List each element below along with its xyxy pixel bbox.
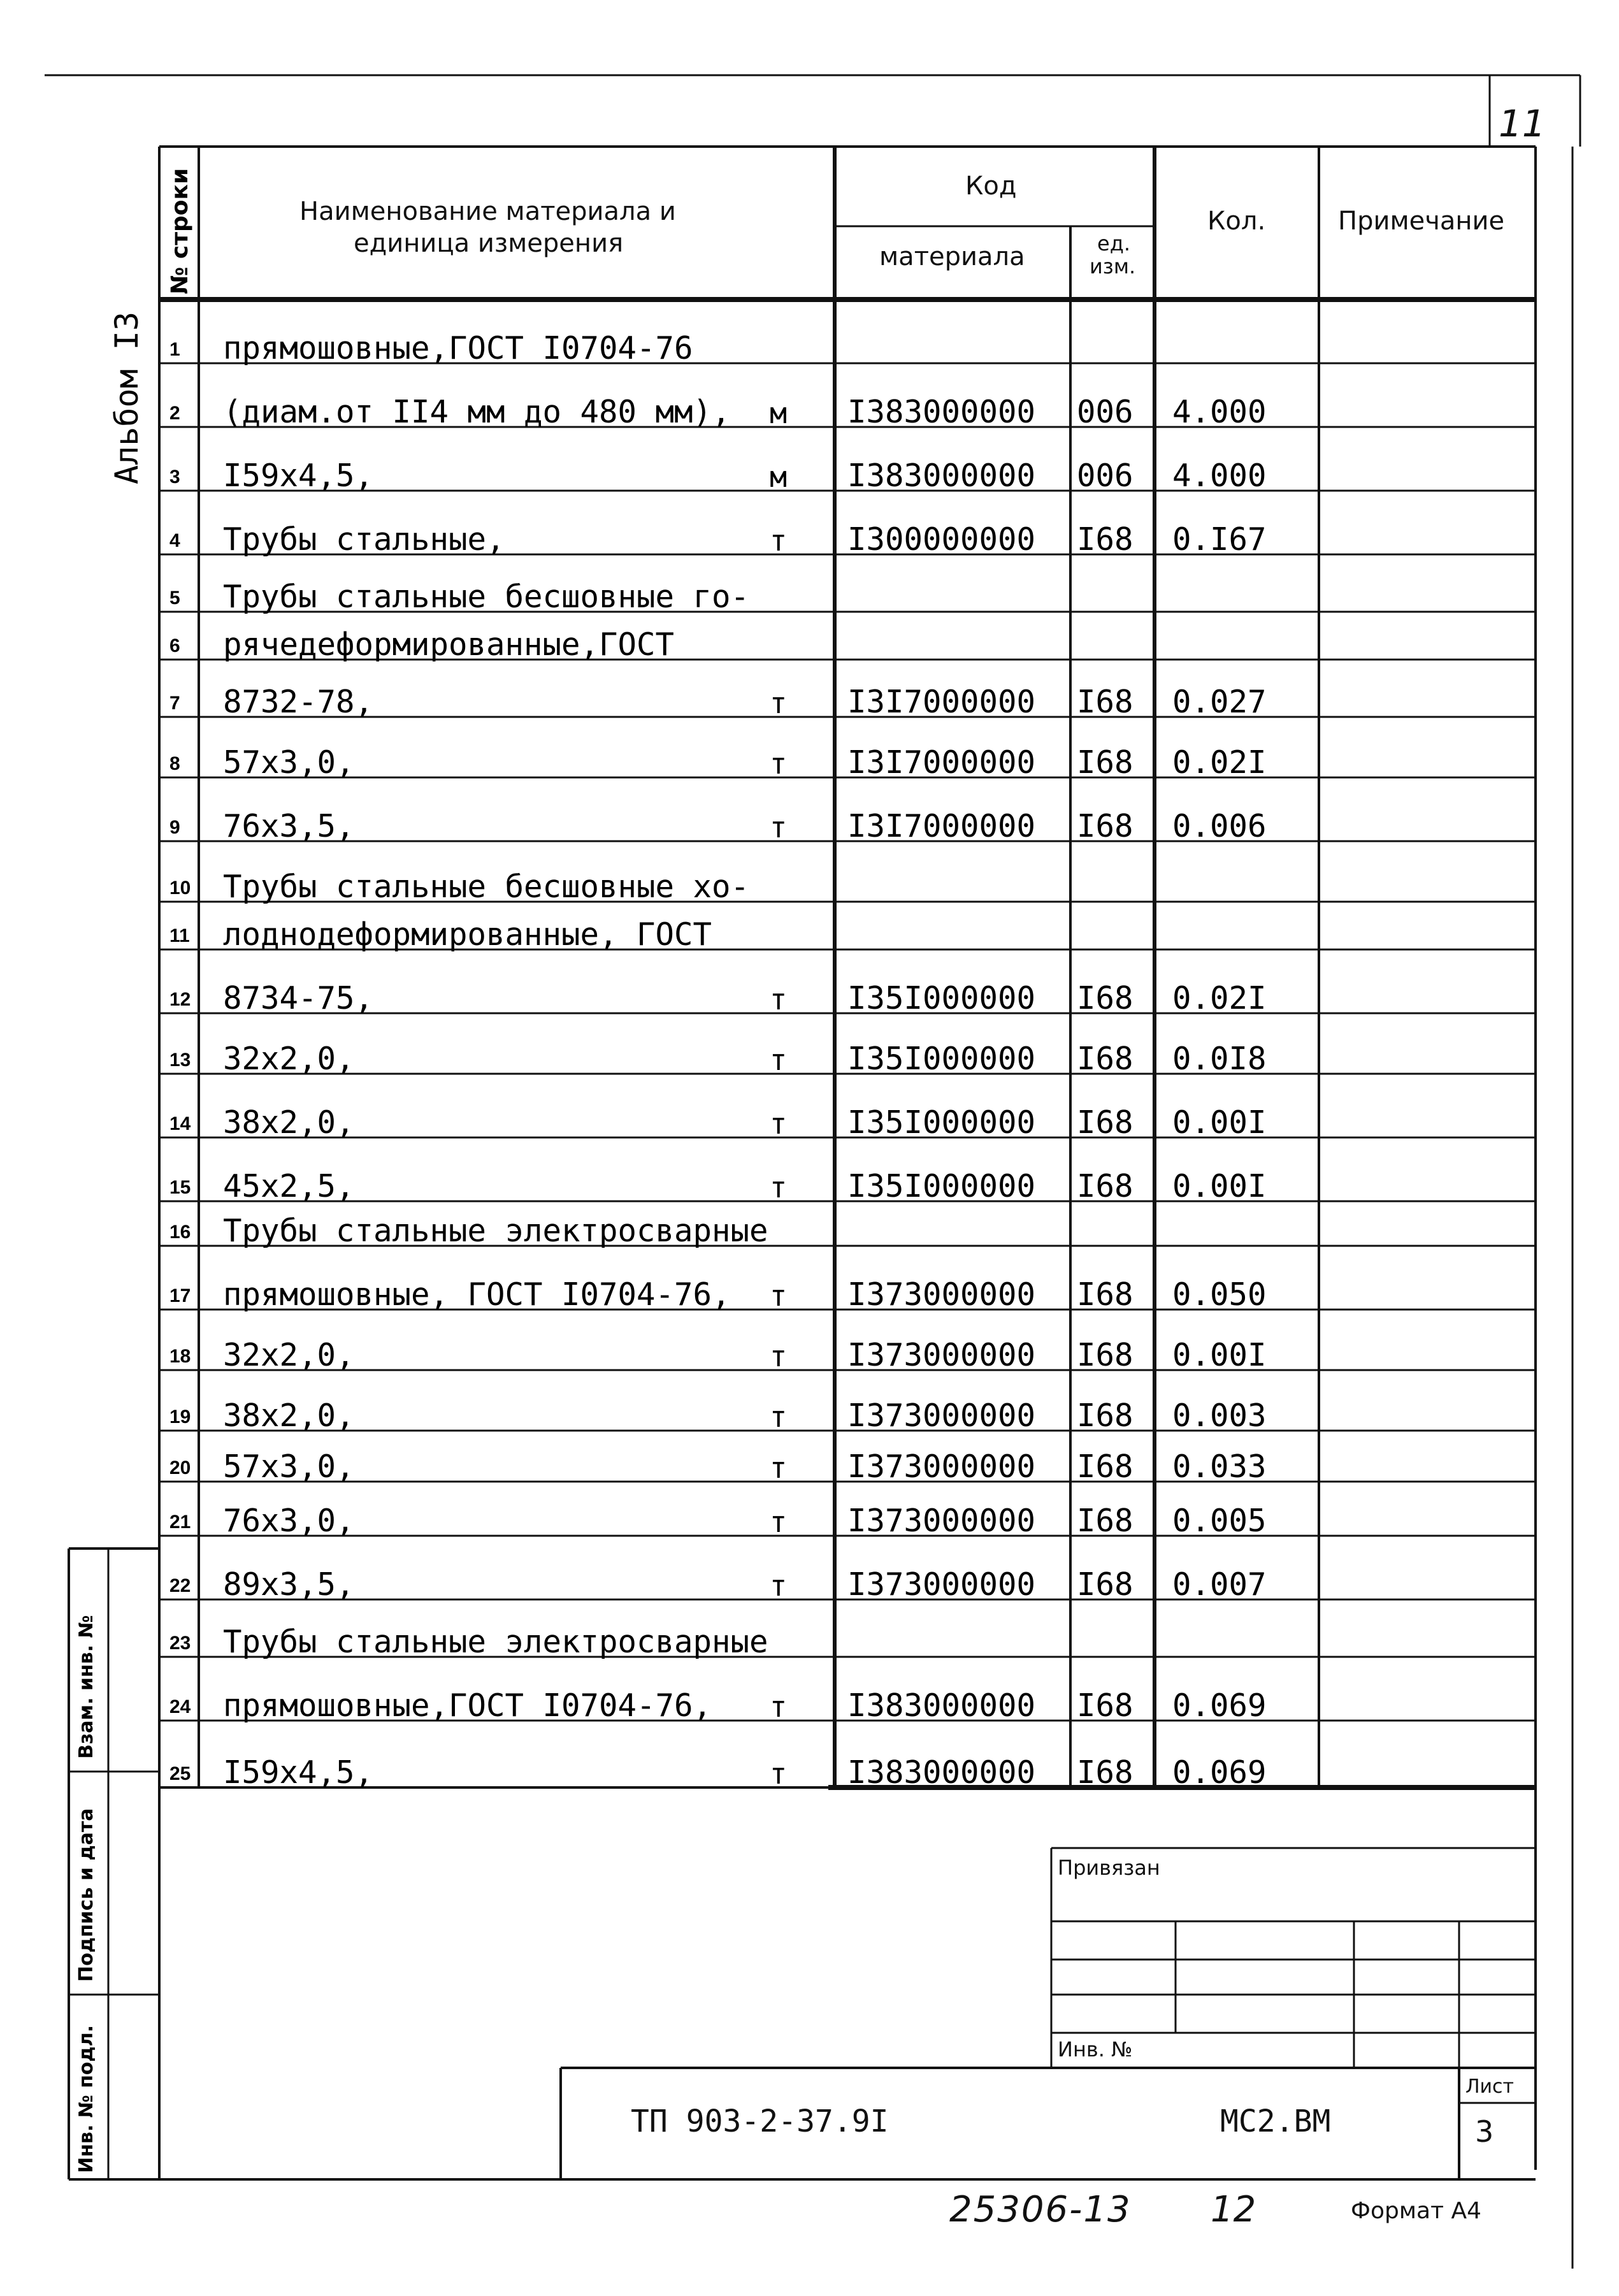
table-row [0,612,1619,663]
material-name: рячедеформированные,ГОСТ [223,626,675,663]
material-name: Трубы стальные бесшовные го- [223,579,750,615]
table-row [0,841,1619,905]
stamp-inv-podl: Инв. № подл. [75,2025,97,2173]
material-code: I3I7000000 [847,808,1036,844]
material-code: I373000000 [847,1276,1036,1313]
unit-of-measure: м [770,460,788,494]
unit-code: I68 [1077,684,1133,720]
material-name: 8732-78, [223,684,374,720]
unit-of-measure: т [770,1757,788,1791]
unit-code: I68 [1077,1337,1133,1373]
material-name: 32x2,0, [223,1337,355,1373]
table-row [0,717,1619,781]
quantity: 0.02I [1172,980,1267,1016]
quantity: 4.000 [1172,394,1267,430]
unit-of-measure: т [770,1043,788,1077]
header-code-unit: ед. [1097,231,1130,256]
unit-of-measure: т [770,1451,788,1485]
table-row [0,1536,1619,1603]
unit-code: I68 [1077,1276,1133,1313]
table-row [0,300,1619,366]
material-name: 57x3,0, [223,1448,355,1485]
material-name: 57x3,0, [223,744,355,781]
table-row [0,660,1619,720]
material-code: I383000000 [847,1687,1036,1724]
material-name: прямошовные,ГОСТ I0704-76, [223,1687,712,1724]
unit-code: I68 [1077,1448,1133,1485]
copy-number: 12 [1211,2189,1256,2230]
row-number: 8 [169,753,180,774]
album-label: Альбом I3 [108,312,145,484]
header-name-line2: единица измерения [354,229,624,258]
material-code: I373000000 [847,1397,1036,1434]
row-number: 23 [169,1633,191,1654]
unit-of-measure: т [770,1107,788,1141]
table-row [0,902,1619,953]
row-number: 14 [169,1113,191,1134]
material-code: I35I000000 [847,1041,1036,1077]
row-number: 20 [169,1457,191,1478]
inv-no-label: Инв. № [1058,2037,1133,2061]
unit-of-measure: м [770,396,788,430]
unit-code: I68 [1077,1397,1133,1434]
quantity: 0.02I [1172,744,1267,781]
material-name: (диам.от II4 мм до 480 мм), [223,394,731,430]
unit-code: I68 [1077,1503,1133,1539]
quantity: 0.050 [1172,1276,1267,1313]
table-row [0,1013,1619,1077]
material-name: Трубы стальные электросварные [223,1624,768,1660]
quantity: 0.007 [1172,1566,1267,1603]
quantity: 0.027 [1172,684,1267,720]
format-label: Формат А4 [1351,2198,1482,2224]
unit-code: I68 [1077,980,1133,1016]
row-number: 25 [169,1763,191,1784]
row-number: 24 [169,1696,191,1717]
row-number: 18 [169,1346,191,1367]
unit-of-measure: т [770,1171,788,1204]
quantity: 4.000 [1172,458,1267,494]
quantity: 0.069 [1172,1687,1267,1724]
row-number: 10 [169,877,191,899]
quantity: 0.00I [1172,1168,1267,1204]
material-name: Трубы стальные электросварные [223,1213,768,1249]
table-row [0,1721,1619,1791]
row-number: 12 [169,989,191,1010]
quantity: 0.00I [1172,1337,1267,1373]
quantity: 0.005 [1172,1503,1267,1539]
material-name: прямошовные, ГОСТ I0704-76, [223,1276,731,1313]
header-code: Код [965,171,1017,201]
unit-code: I68 [1077,1687,1133,1724]
quantity: 0.003 [1172,1397,1267,1434]
material-name: Трубы стальные, [223,521,505,558]
header-row-num: № строки [167,168,193,294]
table-row [0,1370,1619,1434]
material-name: I59x4,5, [223,458,374,494]
table-row [0,427,1619,494]
page-number: 11 [1499,102,1546,145]
header-code-unit-2: изм. [1090,254,1136,278]
row-number: 17 [169,1285,191,1306]
material-name: 38x2,0, [223,1104,355,1141]
material-name: 8734-75, [223,980,374,1016]
material-name: 38x2,0, [223,1397,355,1434]
unit-of-measure: т [770,686,788,720]
material-code: I35I000000 [847,1104,1036,1141]
unit-code: I68 [1077,744,1133,781]
table-row [0,363,1619,430]
material-name: Трубы стальные бесшовные хо- [223,869,750,905]
table-row [0,1201,1619,1249]
material-code: I373000000 [847,1566,1036,1603]
stamp-podpis-data: Подпись и дата [75,1808,97,1982]
unit-code: I68 [1077,521,1133,558]
unit-of-measure: т [770,1279,788,1313]
material-code: I373000000 [847,1337,1036,1373]
unit-code: 006 [1077,458,1133,494]
material-code: I373000000 [847,1448,1036,1485]
row-number: 22 [169,1575,191,1596]
material-name: 32x2,0, [223,1041,355,1077]
privyazan-label: Привязан [1058,1856,1160,1880]
row-number: 21 [169,1512,191,1533]
material-code: I300000000 [847,521,1036,558]
unit-of-measure: т [770,811,788,844]
table-row [0,1482,1619,1539]
table-row [0,491,1619,558]
material-code: I383000000 [847,458,1036,494]
row-number: 1 [169,339,180,360]
doc-mark: МС2.ВМ [1220,2104,1331,2139]
quantity: 0.069 [1172,1754,1267,1791]
material-name: I59x4,5, [223,1754,374,1791]
unit-code: I68 [1077,1041,1133,1077]
header-code-material: материала [879,242,1025,271]
row-number: 13 [169,1050,191,1071]
quantity: 0.0I8 [1172,1041,1267,1077]
unit-code: 006 [1077,394,1133,430]
material-code: I35I000000 [847,1168,1036,1204]
material-code: I373000000 [847,1503,1036,1539]
sheet-label: Лист [1465,2076,1515,2098]
material-code: I383000000 [847,394,1036,430]
quantity: 0.006 [1172,808,1267,844]
header-name: Наименование материала и [299,197,676,226]
row-number: 16 [169,1222,191,1243]
row-number: 9 [169,817,180,838]
unit-of-measure: т [770,1505,788,1539]
unit-of-measure: т [770,983,788,1016]
row-number: 11 [169,925,190,946]
row-number: 4 [169,530,180,551]
unit-code: I68 [1077,1566,1133,1603]
material-code: I3I7000000 [847,744,1036,781]
header-note: Примечание [1338,206,1505,236]
row-number: 6 [169,635,180,656]
row-number: 5 [169,588,180,609]
material-code: I35I000000 [847,980,1036,1016]
sheet-number: 3 [1475,2114,1494,2149]
table-row [0,777,1619,844]
quantity: 0.00I [1172,1104,1267,1141]
material-name: лоднодеформированные, ГОСТ [223,916,712,953]
material-name: прямошовные,ГОСТ I0704-76 [223,330,693,366]
doc-code: ТП 903-2-37.9I [631,2104,889,2139]
material-code: I383000000 [847,1754,1036,1791]
quantity: 0.033 [1172,1448,1267,1485]
header-qty: Кол. [1207,206,1266,236]
unit-code: I68 [1077,1168,1133,1204]
stamp-vzam-inv: Взам. инв. № [75,1615,97,1759]
table-row [0,1137,1619,1204]
archive-number: 25306-13 [949,2189,1132,2230]
table-row [0,1657,1619,1724]
row-number: 3 [169,466,180,487]
table-row [0,1074,1619,1141]
row-number: 19 [169,1406,191,1427]
table-row [0,1310,1619,1373]
unit-code: I68 [1077,1754,1133,1791]
material-code: I3I7000000 [847,684,1036,720]
unit-of-measure: т [770,1569,788,1603]
unit-of-measure: т [770,1339,788,1373]
row-number: 2 [169,403,180,424]
unit-code: I68 [1077,808,1133,844]
row-number: 15 [169,1177,191,1198]
table-row [0,554,1619,615]
unit-of-measure: т [770,747,788,781]
table-row [0,949,1619,1016]
unit-code: I68 [1077,1104,1133,1141]
unit-of-measure: т [770,1690,788,1724]
quantity: 0.I67 [1172,521,1267,558]
table-row [0,1431,1619,1485]
row-number: 7 [169,693,180,714]
table-row [0,1246,1619,1313]
material-name: 76x3,0, [223,1503,355,1539]
unit-of-measure: т [770,1400,788,1434]
unit-of-measure: т [770,524,788,558]
material-name: 89x3,5, [223,1566,355,1603]
material-name: 76x3,5, [223,808,355,844]
material-name: 45x2,5, [223,1168,355,1204]
table-row [0,1599,1619,1660]
